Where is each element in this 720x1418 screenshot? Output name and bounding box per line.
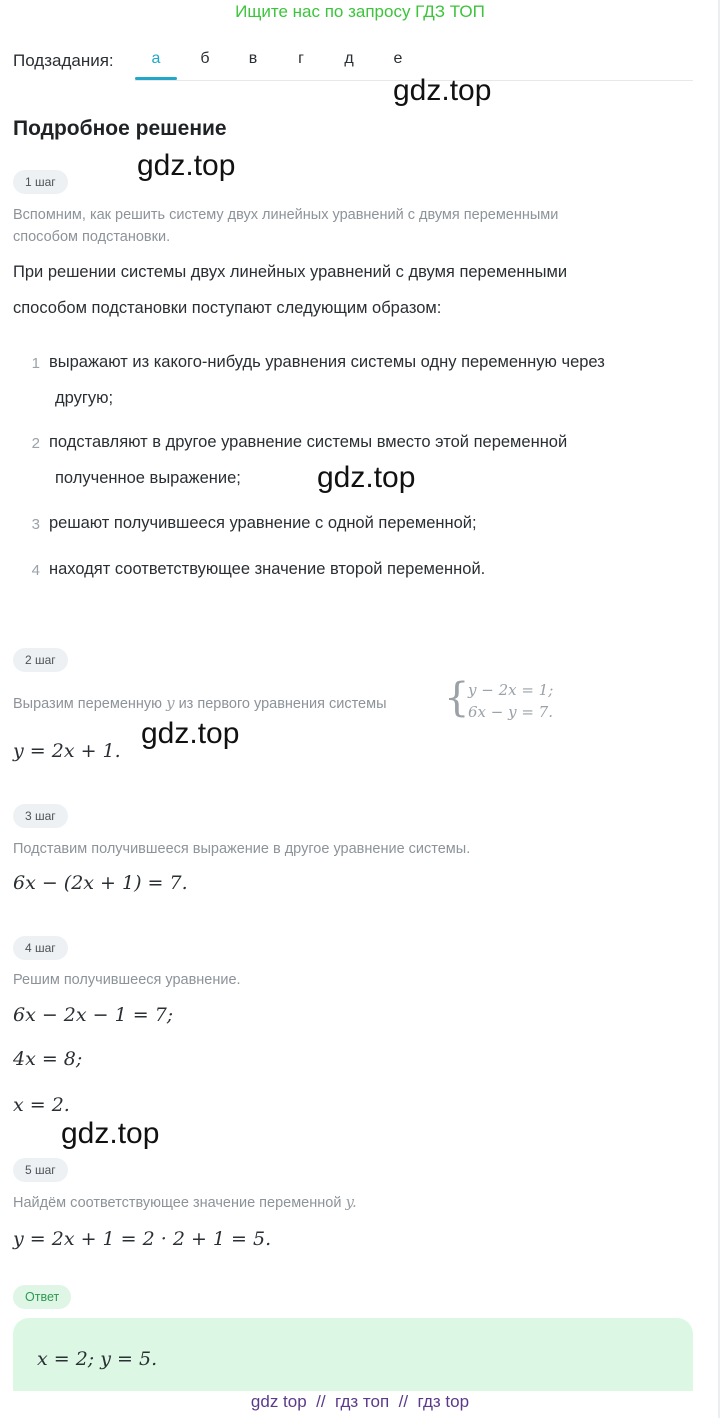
list-item-line1: решают получившееся уравнение с одной переменной; — [49, 514, 477, 532]
step-badge: 4 шаг — [13, 936, 68, 960]
list-item-line1: подставляют в другое уравнение системы вместо этой переменной — [49, 433, 568, 451]
tab-d[interactable]: д — [344, 50, 354, 67]
footer-link-gdz-top-ru[interactable]: гдз топ — [335, 1392, 390, 1411]
step5-hint-var: y. — [345, 1193, 357, 1211]
watermark: gdz.top — [61, 1117, 160, 1150]
list-number: 2 — [31, 435, 40, 452]
list-number: 1 — [31, 355, 40, 372]
promo-banner[interactable]: Ищите нас по запросу ГДЗ ТОП — [235, 2, 485, 21]
step2-hint-tail: из первого уравнения системы — [178, 696, 387, 712]
tab-g[interactable]: г — [298, 50, 304, 67]
footer-separator: // — [398, 1392, 409, 1411]
step1-para-line2: способом подстановки поступают следующим образом: — [13, 299, 442, 317]
answer-value: x = 2; y = 5. — [37, 1348, 158, 1370]
step2-hint-var: y — [166, 694, 175, 712]
step-badge: 3 шаг — [13, 804, 68, 828]
step4-hint: Решим получившееся уравнение. — [13, 972, 241, 988]
watermark: gdz.top — [393, 74, 492, 107]
system-eq2: 6x − y = 7. — [468, 703, 553, 721]
step2-hint — [13, 692, 387, 715]
step-badge: 2 шаг — [13, 648, 68, 672]
system-brace: { — [444, 675, 470, 721]
step1-para-line1: При решении системы двух линейных уравнений с двумя переменными — [13, 263, 568, 281]
list-item-line2: полученное выражение; — [55, 469, 241, 487]
step3-result: 6x − (2x + 1) = 7. — [13, 872, 188, 894]
list-number: 3 — [31, 516, 40, 533]
list-number: 4 — [31, 562, 40, 579]
answer-badge: Ответ — [13, 1285, 71, 1309]
subtasks-label: Подзадания: — [13, 51, 114, 70]
list-item-line1: выражают из какого-нибудь уравнения системы одну переменную через — [49, 353, 605, 371]
tab-a[interactable]: а — [151, 50, 161, 67]
footer-links — [0, 1392, 720, 1412]
tab-b[interactable]: б — [200, 50, 210, 67]
active-tab-indicator — [135, 77, 177, 80]
footer-separator: // — [316, 1392, 326, 1411]
watermark: gdz.top — [137, 149, 236, 182]
step1-hint-line2: способом подстановки. — [13, 229, 171, 245]
footer-link-gdz-top[interactable]: gdz top — [250, 1392, 307, 1411]
step5-result: y = 2x + 1 = 2 · 2 + 1 = 5. — [13, 1228, 272, 1250]
step5-hint — [13, 1191, 357, 1214]
watermark: gdz.top — [317, 461, 416, 494]
step2-result: y = 2x + 1. — [13, 740, 121, 762]
footer-link-gdz-top-mixed[interactable]: гдз top — [417, 1392, 470, 1411]
step2-hint-text: Выразим переменную — [13, 696, 163, 712]
page-title: Подробное решение — [13, 117, 227, 140]
step-badge: 1 шаг — [13, 170, 68, 194]
system-eq1: y − 2x = 1; — [468, 681, 554, 699]
step5-hint-text: Найдём соответствующее значение переменной — [13, 1195, 342, 1211]
step4-line3: x = 2. — [13, 1094, 70, 1116]
tab-v[interactable]: в — [248, 50, 258, 67]
step4-line2: 4x = 8; — [13, 1048, 83, 1070]
list-item-line2: другую; — [55, 389, 114, 407]
watermark: gdz.top — [141, 717, 240, 750]
step3-hint: Подставим получившееся выражение в другое уравнение системы. — [13, 841, 471, 857]
step-badge: 5 шаг — [13, 1158, 68, 1182]
step1-hint-line1: Вспомним, как решить систему двух линейных уравнений с двумя переменными — [13, 207, 559, 223]
step4-line1: 6x − 2x − 1 = 7; — [13, 1004, 174, 1026]
list-item-line1: находят соответствующее значение второй переменной. — [49, 560, 486, 578]
tab-e[interactable]: е — [393, 50, 403, 67]
